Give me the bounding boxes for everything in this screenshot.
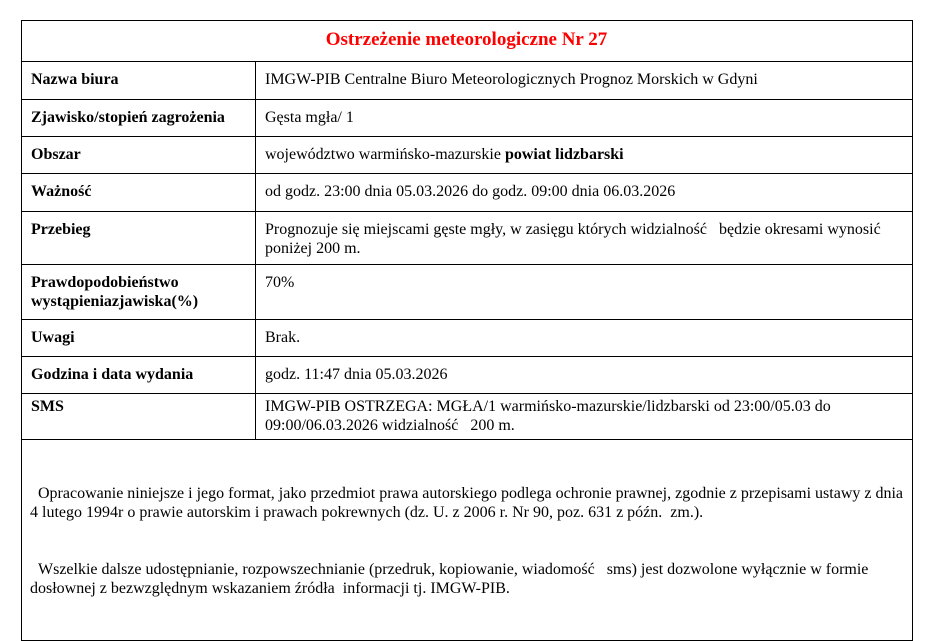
row-label-uwagi: Uwagi [22,320,256,357]
table-row-waznosc [22,174,913,212]
row-label-sms: SMS [22,394,256,440]
row-label-zjawisko: Zjawisko/stopień zagrożenia [22,100,256,137]
row-value-sms: IMGW-PIB OSTRZEGA: MGŁA/1 warmińsko-mazurskie/lidzbarski od 23:00/05.03 do 09:00/06.03.2026 widzialność 200 m. [256,394,913,440]
table-row-godzina-wydania [22,357,913,394]
table-row-obszar [22,137,913,174]
table-row-przebieg [22,212,913,265]
row-value-waznosc: od godz. 23:00 dnia 05.03.2026 do godz. 09:00 dnia 06.03.2026 [256,174,913,212]
copyright-paragraph-1: Opracowanie niniejsze i jego format, jako przedmiot prawa autorskiego podlega ochronie prawnej, zgodnie z przepisami ustawy z dnia 4 lutego 1994r o prawie autorskim i prawach pokrewnych (dz. U. z 2006 r. Nr 90, poz. 631 z późn. zm.). [30,485,908,521]
copyright-paragraph-2: Wszelkie dalsze udostępnianie, rozpowszechnianie (przedruk, kopiowanie, wiadomość sms) jest dozwolone wyłącznie w formie dosłownej z bezwzględnym wskazaniem źródła informacji tj. IMGW-PIB. [30,561,873,597]
page-title: Ostrzeżenie meteorologiczne Nr 27 [22,21,913,62]
row-value-przebieg: Prognozuje się miejscami gęste mgły, w zasięgu których widzialność będzie okresami wynosić poniżej 200 m. [256,212,913,265]
obszar-region-text: województwo warmińsko-mazurskie [265,146,505,163]
table-row-prawdopodobienstwo [22,265,913,320]
row-label-godzina-wydania: Godzina i data wydania [22,357,256,394]
table-row-uwagi [22,320,913,357]
row-label-prawdopodobienstwo: Prawdopodobieństwo wystąpieniazjawiska(%) [22,265,256,320]
obszar-powiat-text: powiat lidzbarski [504,146,624,163]
row-label-waznosc: Ważność [22,174,256,212]
copyright-cell [22,440,913,641]
warning-table [21,20,913,641]
row-value-zjawisko: Gęsta mgła/ 1 [256,100,913,137]
row-label-przebieg: Przebieg [22,212,256,265]
row-value-obszar [256,137,913,174]
table-row-zjawisko [22,100,913,137]
row-label-nazwa-biura: Nazwa biura [22,62,256,100]
row-value-nazwa-biura: IMGW-PIB Centralne Biuro Meteorologicznych Prognoz Morskich w Gdyni [256,62,913,100]
row-value-uwagi: Brak. [256,320,913,357]
row-value-prawdopodobienstwo: 70% [256,265,913,320]
table-row-title [22,21,913,62]
table-row-nazwa-biura [22,62,913,100]
table-row-sms [22,394,913,440]
row-value-godzina-wydania: godz. 11:47 dnia 05.03.2026 [256,357,913,394]
row-label-obszar: Obszar [22,137,256,174]
table-row-copyright [22,440,913,641]
